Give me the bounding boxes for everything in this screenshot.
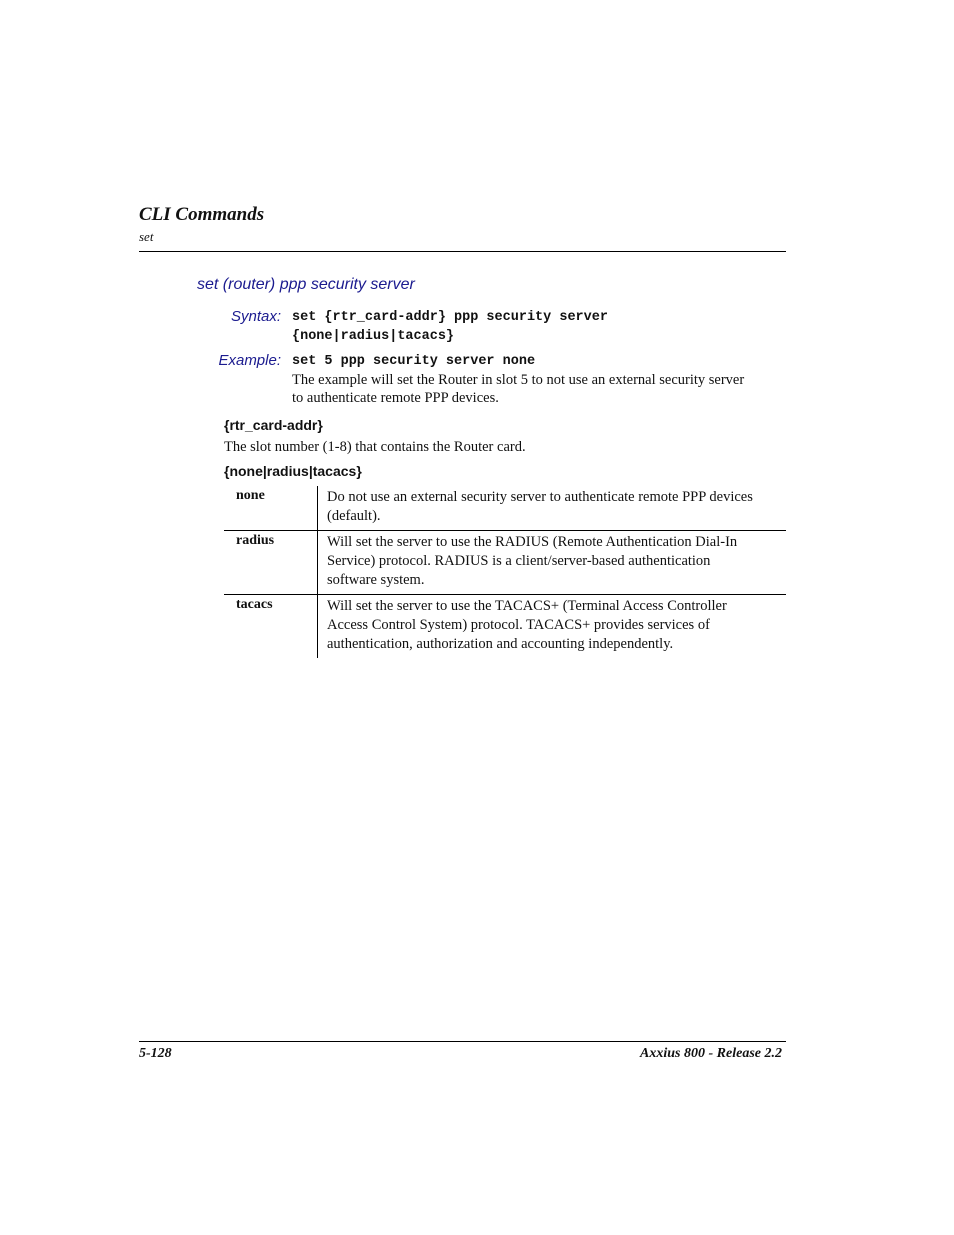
- syntax-label: Syntax:: [230, 308, 281, 325]
- option-term: tacacs: [224, 595, 318, 658]
- example-desc-line-2: to authenticate remote PPP devices.: [292, 390, 499, 406]
- option-desc: Do not use an external security server to authenticate remote PPP devices (default).: [327, 489, 753, 524]
- table-row: [224, 594, 786, 658]
- example-label: Example:: [218, 352, 281, 369]
- param-server-type-heading: {none|radius|tacacs}: [224, 463, 362, 479]
- header-rule: [139, 251, 786, 252]
- header-title: CLI Commands: [139, 204, 265, 225]
- option-term: radius: [224, 531, 318, 594]
- syntax-line-2: {none|radius|tacacs}: [292, 329, 455, 344]
- syntax-line-1: set {rtr_card-addr} ppp security server: [292, 310, 608, 325]
- option-desc: Will set the server to use the RADIUS (Remote Authentication Dial-In Service) protocol. RADIUS is a client/server-based authentication software system.: [327, 534, 738, 588]
- example-desc-line-1: The example will set the Router in slot 5 to not use an external security server: [292, 372, 745, 388]
- option-desc: Will set the server to use the TACACS+ (Terminal Access Controller Access Control System) protocol. TACACS+ provides services of authentication, authorization and accounting independently.: [327, 598, 727, 652]
- table-row: [224, 530, 786, 594]
- param-rtr-card-addr-desc: The slot number (1-8) that contains the Router card.: [224, 439, 526, 455]
- option-term: none: [224, 486, 318, 530]
- section-title: set (router) ppp security server: [197, 276, 415, 293]
- param-rtr-card-addr-heading: {rtr_card-addr}: [224, 417, 323, 433]
- table-row: [224, 486, 786, 530]
- footer-product: Axxius 800 - Release 2.2: [640, 1046, 782, 1061]
- footer-rule: [139, 1041, 786, 1042]
- options-table: [224, 486, 786, 658]
- footer-page-number: 5-128: [139, 1046, 172, 1061]
- header-subtitle: set: [139, 229, 154, 244]
- example-command: set 5 ppp security server none: [292, 354, 536, 369]
